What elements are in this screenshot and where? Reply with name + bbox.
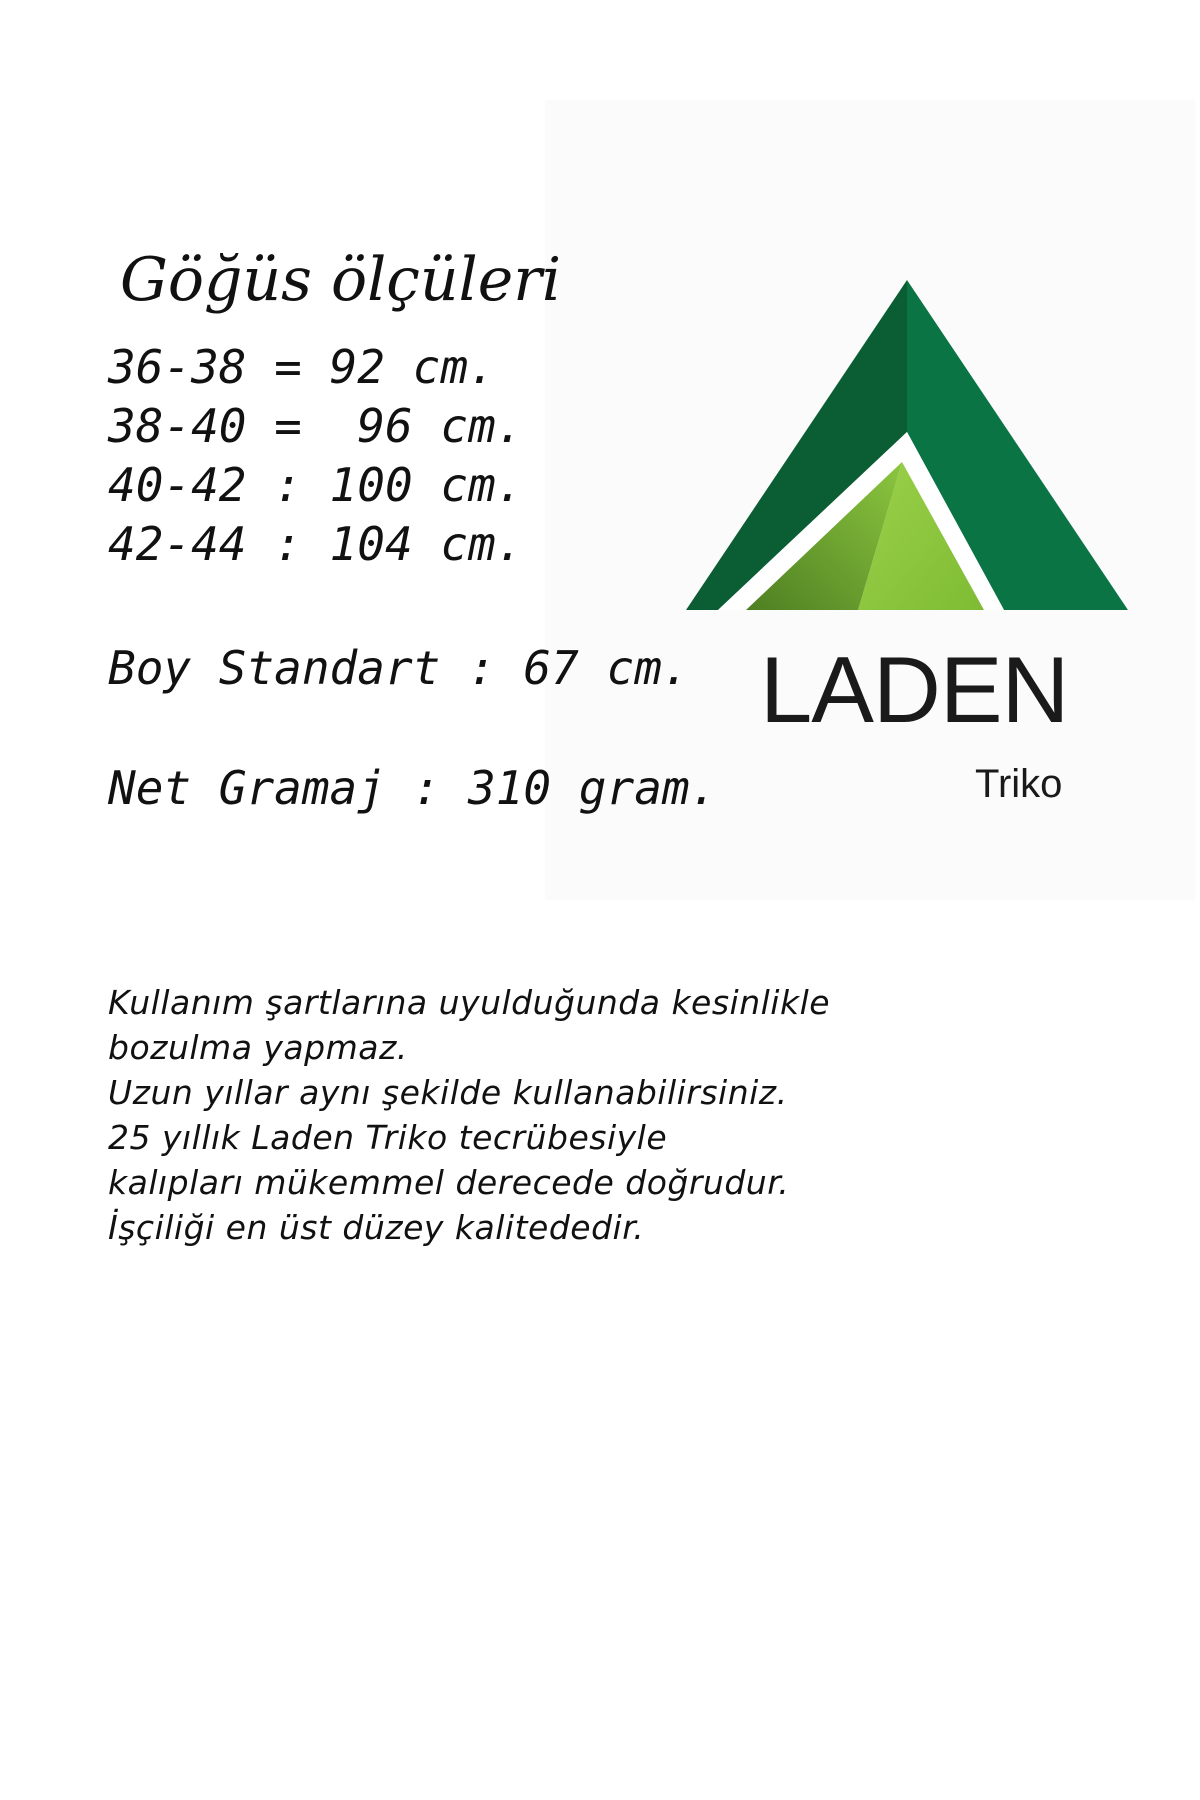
weight-spec: Net Gramaj : 310 gram. (108, 761, 718, 815)
brand-name: LADEN (760, 637, 1069, 742)
triangle-mountain-logo-icon (686, 276, 1128, 612)
note-line: İşçiliği en üst düzey kalitededir. (108, 1208, 645, 1247)
note-line: bozulma yapmaz. (108, 1028, 408, 1067)
care-notes (108, 980, 830, 1250)
note-line: 25 yıllık Laden Triko tecrübesiyle (108, 1118, 668, 1157)
size-row: 40-42 : 100 cm. (108, 458, 524, 512)
note-line: Kullanım şartlarına uyulduğunda kesinlikle (108, 983, 831, 1022)
note-line: kalıpları mükemmel derecede doğrudur. (108, 1163, 790, 1202)
size-row: 36-38 = 92 cm. (108, 340, 496, 394)
size-row: 42-44 : 104 cm. (108, 517, 524, 571)
size-row: 38-40 = 96 cm. (108, 399, 524, 453)
length-spec: Boy Standart : 67 cm. (108, 641, 690, 695)
chest-measurements-heading: Göğüs ölçüleri (120, 245, 562, 315)
brand-subtitle: Triko (975, 762, 1063, 806)
note-line: Uzun yıllar aynı şekilde kullanabilirsiniz. (108, 1073, 788, 1112)
size-list (108, 338, 523, 574)
